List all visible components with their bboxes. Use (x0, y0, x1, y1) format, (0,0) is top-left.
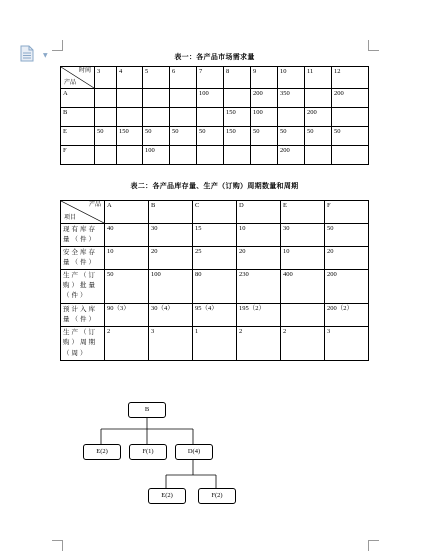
table-row (61, 127, 369, 146)
table1-column-header: 12 (332, 67, 369, 89)
table1-cell: 50 (143, 127, 170, 146)
table1-cell: 150 (117, 127, 143, 146)
table2-cell: 400 (281, 270, 325, 304)
table1-cell: 200 (305, 108, 332, 127)
table2-cell: 10 (105, 247, 149, 270)
table1-cell: 100 (197, 89, 224, 108)
table1-column-header: 10 (278, 67, 305, 89)
table2-column-header: E (281, 201, 325, 224)
table1-cell (197, 108, 224, 127)
tree-node-level1-e: E(2) (83, 444, 121, 460)
table1-column-header: 9 (251, 67, 278, 89)
table2-cell: 10 (281, 247, 325, 270)
table1-cell: 50 (305, 127, 332, 146)
table1-cell (117, 146, 143, 165)
table1-row-label: A (61, 89, 95, 108)
tree-node-level1-d: D(4) (175, 444, 213, 460)
table2-cell: 90（3） (105, 304, 149, 327)
table1-corner-bottom: 产品 (64, 79, 77, 86)
table2-column-header: F (325, 201, 369, 224)
table2-cell: 3 (325, 327, 369, 361)
page-corner-bottom-left (52, 540, 63, 551)
chevron-down-icon[interactable]: ▼ (43, 52, 48, 59)
table1-row-label: F (61, 146, 95, 165)
table2-column-header: A (105, 201, 149, 224)
table2-cell: 15 (193, 224, 237, 247)
table1-cell (170, 108, 197, 127)
page-corner-top-left (52, 40, 63, 51)
table1-corner-top: 时间 (78, 68, 91, 74)
table1-cell: 150 (224, 108, 251, 127)
table2-cell: 230 (237, 270, 281, 304)
table1-column-header: 3 (95, 67, 117, 89)
table2-cell: 30 (149, 224, 193, 247)
table-row (61, 270, 369, 304)
table1-cell: 200 (278, 146, 305, 165)
page-corner-top-right (368, 40, 379, 51)
inventory-table (60, 200, 369, 361)
table1-cell (170, 146, 197, 165)
demand-table (60, 66, 369, 165)
table2-cell: 50 (325, 224, 369, 247)
table2-column-header: B (149, 201, 193, 224)
table1-cell: 50 (332, 127, 369, 146)
table-row (61, 327, 369, 361)
table1-cell: 50 (197, 127, 224, 146)
table1-cell (305, 146, 332, 165)
table1-cell: 50 (170, 127, 197, 146)
table1-cell (332, 146, 369, 165)
table1-cell (95, 89, 117, 108)
table1-cell (143, 108, 170, 127)
table1-cell (95, 108, 117, 127)
table1-cell: 100 (143, 146, 170, 165)
table1-cell (224, 146, 251, 165)
table2-cell: 30 (281, 224, 325, 247)
table2-row-label: 生产（订购）周期（周） (61, 327, 105, 361)
table2-cell: 100 (149, 270, 193, 304)
tree-node-level2-f: F(2) (198, 488, 236, 504)
table2-cell: 2 (281, 327, 325, 361)
table1-cell: 50 (95, 127, 117, 146)
table1-cell: 350 (278, 89, 305, 108)
table2-cell (281, 304, 325, 327)
table2-cell: 195（2） (237, 304, 281, 327)
table2-row-label: 现有库存量（件） (61, 224, 105, 247)
table1-cell: 50 (278, 127, 305, 146)
table1-column-header: 8 (224, 67, 251, 89)
table2-column-header: D (237, 201, 281, 224)
table2-corner-bottom: 项目 (64, 214, 77, 221)
table2-cell: 25 (193, 247, 237, 270)
table1-cell: 200 (251, 89, 278, 108)
table2-cell: 40 (105, 224, 149, 247)
table1-cell (117, 89, 143, 108)
table-row (61, 304, 369, 327)
table1-column-header: 5 (143, 67, 170, 89)
table2-cell: 10 (237, 224, 281, 247)
table-row (61, 89, 369, 108)
table-row (61, 108, 369, 127)
table1-row-label: B (61, 108, 95, 127)
table2-cell: 2 (105, 327, 149, 361)
table1-cell: 150 (224, 127, 251, 146)
tree-node-root: B (128, 402, 166, 418)
table2-cell: 200（2） (325, 304, 369, 327)
table2-cell: 80 (193, 270, 237, 304)
table2-cell: 20 (237, 247, 281, 270)
table2-row-label: 安全库存量（件） (61, 247, 105, 270)
table1-cell (117, 108, 143, 127)
table2-row-label: 生产（订购）批量（件） (61, 270, 105, 304)
table2-corner-cell (61, 201, 105, 224)
table1-column-header: 7 (197, 67, 224, 89)
table1-cell (332, 108, 369, 127)
table2-cell: 20 (325, 247, 369, 270)
table2-cell: 2 (237, 327, 281, 361)
table1-cell: 200 (332, 89, 369, 108)
table1-cell (143, 89, 170, 108)
table1-column-header: 11 (305, 67, 332, 89)
table-row (61, 224, 369, 247)
table-row (61, 146, 369, 165)
table1-cell (251, 146, 278, 165)
table2-row-label: 预计入库量（件） (61, 304, 105, 327)
table2-cell: 200 (325, 270, 369, 304)
table2-column-header: C (193, 201, 237, 224)
table-row (61, 247, 369, 270)
table2-cell: 1 (193, 327, 237, 361)
table1-column-header: 4 (117, 67, 143, 89)
table1-cell (305, 89, 332, 108)
table2-cell: 30（4） (149, 304, 193, 327)
table1-cell: 100 (251, 108, 278, 127)
table2-corner-top: 产品 (88, 202, 101, 208)
tree-node-level1-f: F(1) (129, 444, 167, 460)
table1-caption: 表一：各产品市场需求量 (174, 53, 255, 61)
table1-cell (278, 108, 305, 127)
table1-cell (170, 89, 197, 108)
table1-corner-cell (61, 67, 95, 89)
table1-row-label: E (61, 127, 95, 146)
tree-node-level2-e: E(2) (148, 488, 186, 504)
table2-cell: 95（4） (193, 304, 237, 327)
table1-cell: 50 (251, 127, 278, 146)
table2-cell: 20 (149, 247, 193, 270)
table2-cell: 3 (149, 327, 193, 361)
table1-column-header: 6 (170, 67, 197, 89)
table2-caption: 表二：各产品库存量、生产（订购）周期数量和周期 (130, 182, 299, 190)
table1-cell (95, 146, 117, 165)
table1-cell (197, 146, 224, 165)
table2-cell: 50 (105, 270, 149, 304)
page-corner-bottom-right (368, 540, 379, 551)
table1-cell (224, 89, 251, 108)
